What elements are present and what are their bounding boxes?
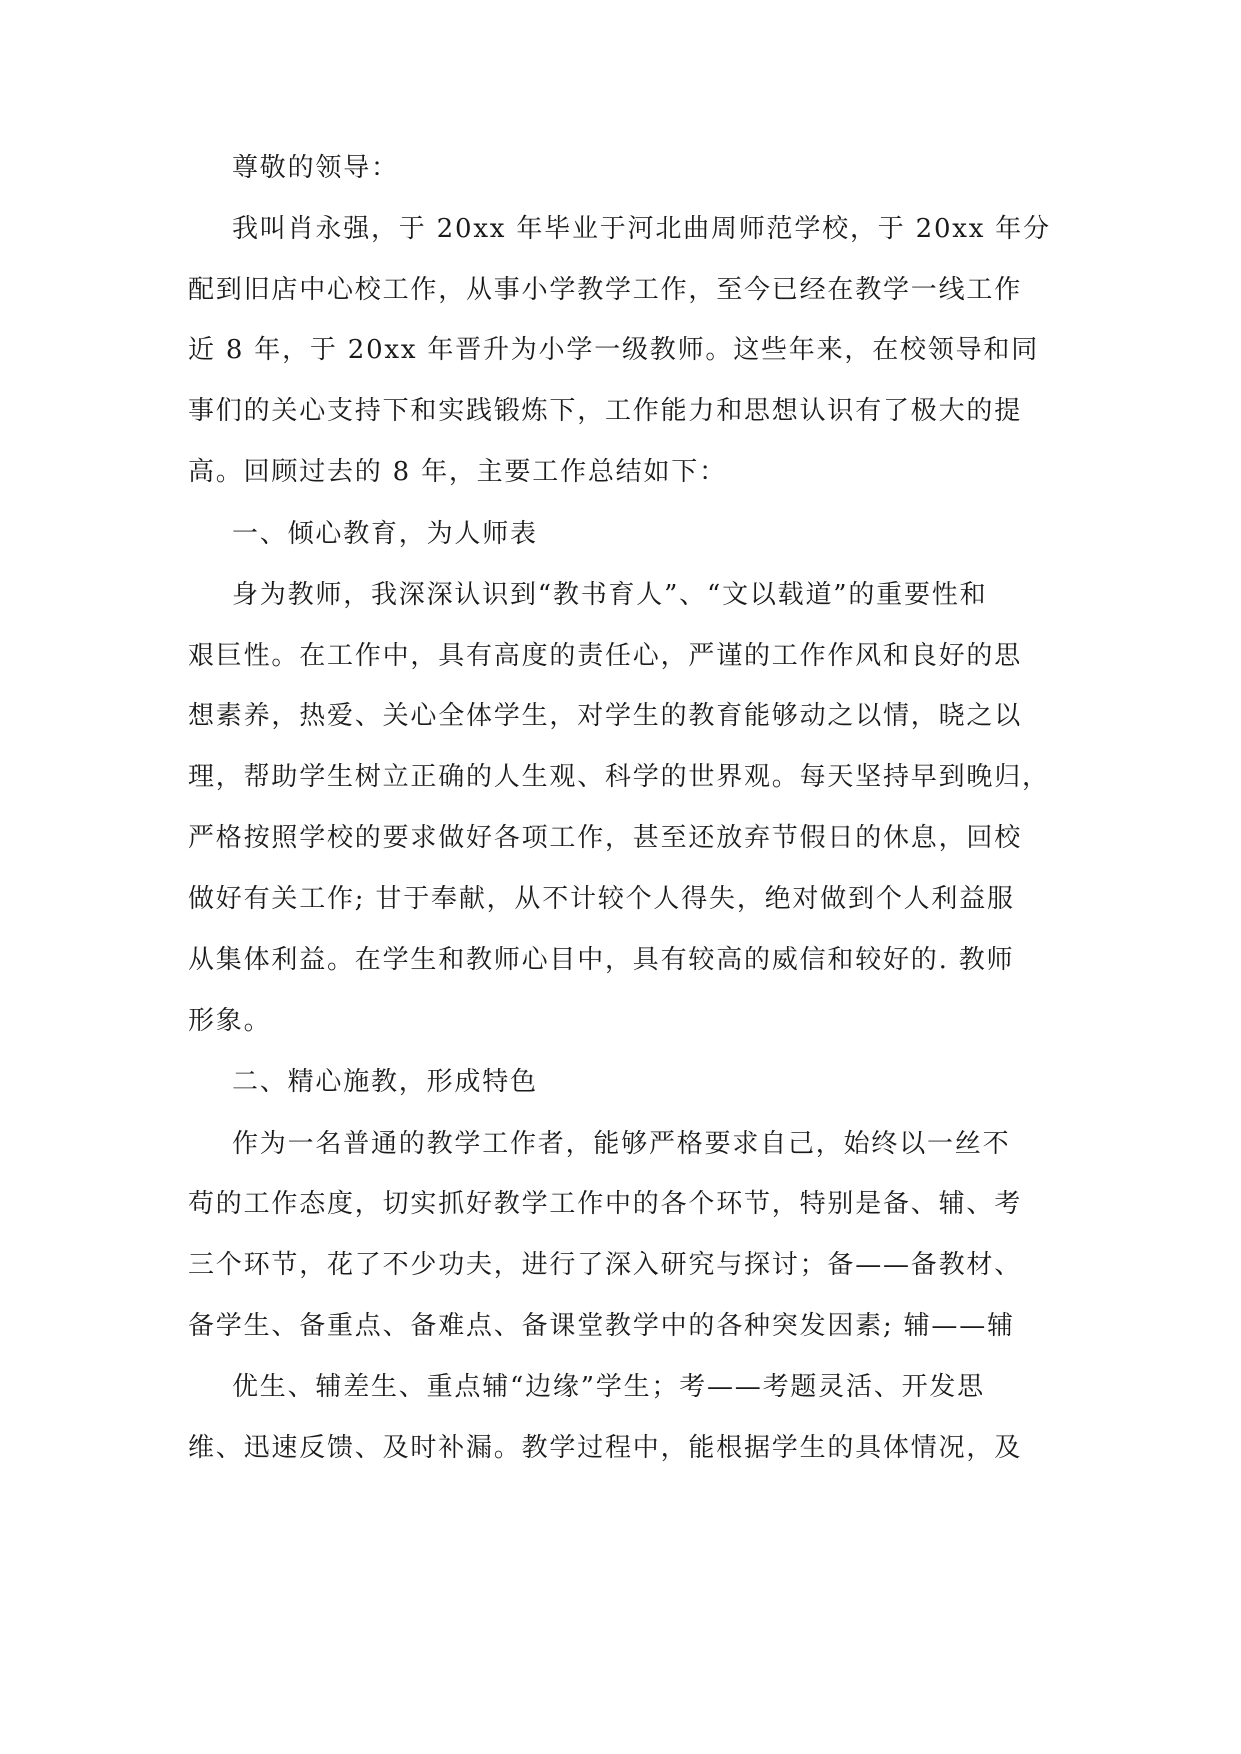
- paragraph-line: 形象。: [188, 1006, 272, 1036]
- paragraph-line: 维、迅速反馈、及时补漏。教学过程中，能根据学生的具体情况，及: [188, 1433, 1023, 1463]
- section-heading: 一、倾心教育，为人师表: [232, 519, 538, 549]
- paragraph-line: 从集体利益。在学生和教师心目中，具有较高的威信和较好的. 教师: [188, 945, 1015, 975]
- paragraph-line: 严格按照学校的要求做好各项工作，甚至还放弃节假日的休息，回校: [188, 823, 1023, 853]
- paragraph-line: 苟的工作态度，切实抓好教学工作中的各个环节，特别是备、辅、考: [188, 1189, 1023, 1219]
- paragraph-line: 备学生、备重点、备难点、备课堂教学中的各种突发因素; 辅——辅: [188, 1311, 1015, 1341]
- paragraph-line: 作为一名普通的教学工作者，能够严格要求自己，始终以一丝不: [232, 1129, 1011, 1159]
- salutation: 尊敬的领导：: [232, 153, 399, 183]
- paragraph-line: 身为教师，我深深认识到“教书育人”、“文以载道”的重要性和: [232, 580, 988, 610]
- paragraph-line: 想素养，热爱、关心全体学生，对学生的教育能够动之以情，晓之以: [188, 701, 1023, 731]
- paragraph-line: 三个环节，花了不少功夫，进行了深入研究与探讨；备——备教材、: [188, 1250, 1023, 1280]
- paragraph-line: 理，帮助学生树立正确的人生观、科学的世界观。每天坚持早到晚归，: [188, 762, 1050, 792]
- paragraph-line: 近 8 年，于 20xx 年晋升为小学一级教师。这些年来，在校领导和同: [188, 335, 1040, 365]
- paragraph-line: 配到旧店中心校工作，从事小学教学工作，至今已经在教学一线工作: [188, 275, 1023, 305]
- paragraph-line: 优生、辅差生、重点辅“边缘”学生；考——考题灵活、开发思: [232, 1372, 985, 1402]
- paragraph-line: 艰巨性。在工作中，具有高度的责任心，严谨的工作作风和良好的思: [188, 641, 1023, 671]
- paragraph-line: 高。回顾过去的 8 年，主要工作总结如下：: [188, 457, 727, 487]
- paragraph-line: 事们的关心支持下和实践锻炼下，工作能力和思想认识有了极大的提: [188, 396, 1023, 426]
- section-heading: 二、精心施教，形成特色: [232, 1067, 538, 1097]
- paragraph-line: 我叫肖永强，于 20xx 年毕业于河北曲周师范学校，于 20xx 年分: [232, 214, 1051, 244]
- paragraph-line: 做好有关工作; 甘于奉献，从不计较个人得失，绝对做到个人利益服: [188, 884, 1015, 914]
